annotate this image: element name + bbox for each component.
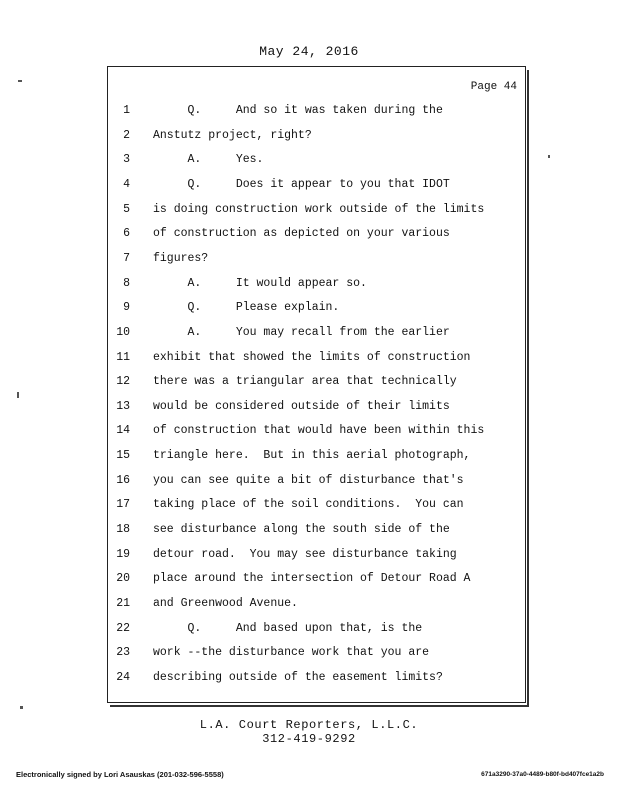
scan-speck (17, 392, 19, 398)
line-number: 16 (116, 473, 130, 487)
line-number: 5 (123, 202, 130, 216)
line-text: there was a triangular area that technically (153, 375, 457, 389)
line-text: you can see quite a bit of disturbance that's (153, 473, 464, 487)
transcript-line (108, 351, 525, 371)
line-number: 6 (123, 227, 130, 241)
line-text: would be considered outside of their limits (153, 399, 450, 413)
transcript-line (108, 646, 525, 666)
line-text: Q. And based upon that, is the (153, 621, 423, 635)
transcript-line (108, 203, 525, 223)
transcript-line (108, 498, 525, 518)
court-reporter-name: L.A. Court Reporters, L.L.C. (199, 718, 419, 732)
transcript-line (108, 153, 525, 173)
transcript-line (108, 523, 525, 543)
transcript-line (108, 548, 525, 568)
line-text: triangle here. But in this aerial photograph, (153, 449, 471, 463)
line-number: 12 (116, 375, 130, 389)
line-text: Anstutz project, right? (153, 128, 312, 142)
transcript-line (108, 449, 525, 469)
scan-speck (548, 155, 550, 158)
line-text: figures? (153, 251, 209, 265)
line-number: 17 (116, 498, 130, 512)
line-text: A. It would appear so. (153, 276, 367, 290)
line-number: 1 (123, 104, 130, 117)
line-number: 2 (123, 128, 130, 142)
line-number: 18 (116, 523, 130, 537)
line-number: 10 (116, 325, 130, 339)
line-text: describing outside of the easement limits? (153, 670, 443, 684)
line-text: place around the intersection of Detour Road A (153, 572, 471, 586)
transcript-line (108, 326, 525, 346)
line-text: Q. Please explain. (153, 301, 340, 315)
line-number: 20 (116, 572, 130, 586)
deposition-date: May 24, 2016 (259, 44, 359, 59)
line-number: 11 (116, 350, 130, 364)
line-text: of construction as depicted on your various (153, 227, 450, 241)
line-text: Q. Does it appear to you that IDOT (153, 177, 450, 191)
line-text: A. Yes. (153, 153, 264, 167)
line-text: exhibit that showed the limits of construction (153, 350, 471, 364)
line-text: is doing construction work outside of the limits (153, 202, 485, 216)
line-text: of construction that would have been within this (153, 424, 485, 438)
court-reporter-phone: 312-419-9292 (262, 732, 356, 746)
document-hash-id: 671a3290-37a0-4489-b80f-bd407fce1a2b (481, 771, 604, 778)
line-text: and Greenwood Avenue. (153, 597, 298, 610)
line-number: 7 (123, 251, 130, 265)
electronic-signature-notice: Electronically signed by Lori Asauskas (201-032-596-5558) (16, 770, 224, 779)
line-text: detour road. You may see disturbance taking (153, 547, 457, 561)
transcript-line (108, 252, 525, 272)
transcript-line (108, 671, 525, 691)
scan-speck (20, 706, 23, 709)
line-number: 23 (116, 646, 130, 660)
transcript-line (108, 104, 525, 124)
line-number: 14 (116, 424, 130, 438)
transcript-line (108, 178, 525, 198)
transcript-line (108, 597, 525, 617)
line-text: see disturbance along the south side of the (153, 523, 450, 537)
line-number: 13 (116, 399, 130, 413)
line-number: 15 (116, 449, 130, 463)
line-text: work --the disturbance work that you are (153, 646, 430, 660)
transcript-line (108, 424, 525, 444)
transcript-line (108, 277, 525, 297)
line-number: 22 (116, 621, 130, 635)
page-number-label: Page 44 (470, 81, 517, 93)
transcript-line (108, 572, 525, 592)
transcript-line (108, 227, 525, 247)
line-text: Q. And so it was taken during the (153, 104, 443, 117)
transcript-line (108, 474, 525, 494)
line-number: 19 (116, 547, 130, 561)
transcript-line (108, 400, 525, 420)
line-number: 4 (123, 177, 130, 191)
line-number: 9 (123, 301, 130, 315)
line-number: 24 (116, 670, 130, 684)
line-number: 8 (123, 276, 130, 290)
transcript-page-frame (107, 66, 526, 703)
line-text: A. You may recall from the earlier (153, 325, 450, 339)
line-number: 21 (116, 597, 130, 610)
transcript-line (108, 622, 525, 642)
transcript-line (108, 375, 525, 395)
transcript-line (108, 129, 525, 149)
scan-speck (18, 80, 22, 82)
transcript-line (108, 301, 525, 321)
line-number: 3 (123, 153, 130, 167)
line-text: taking place of the soil conditions. You can (153, 498, 464, 512)
